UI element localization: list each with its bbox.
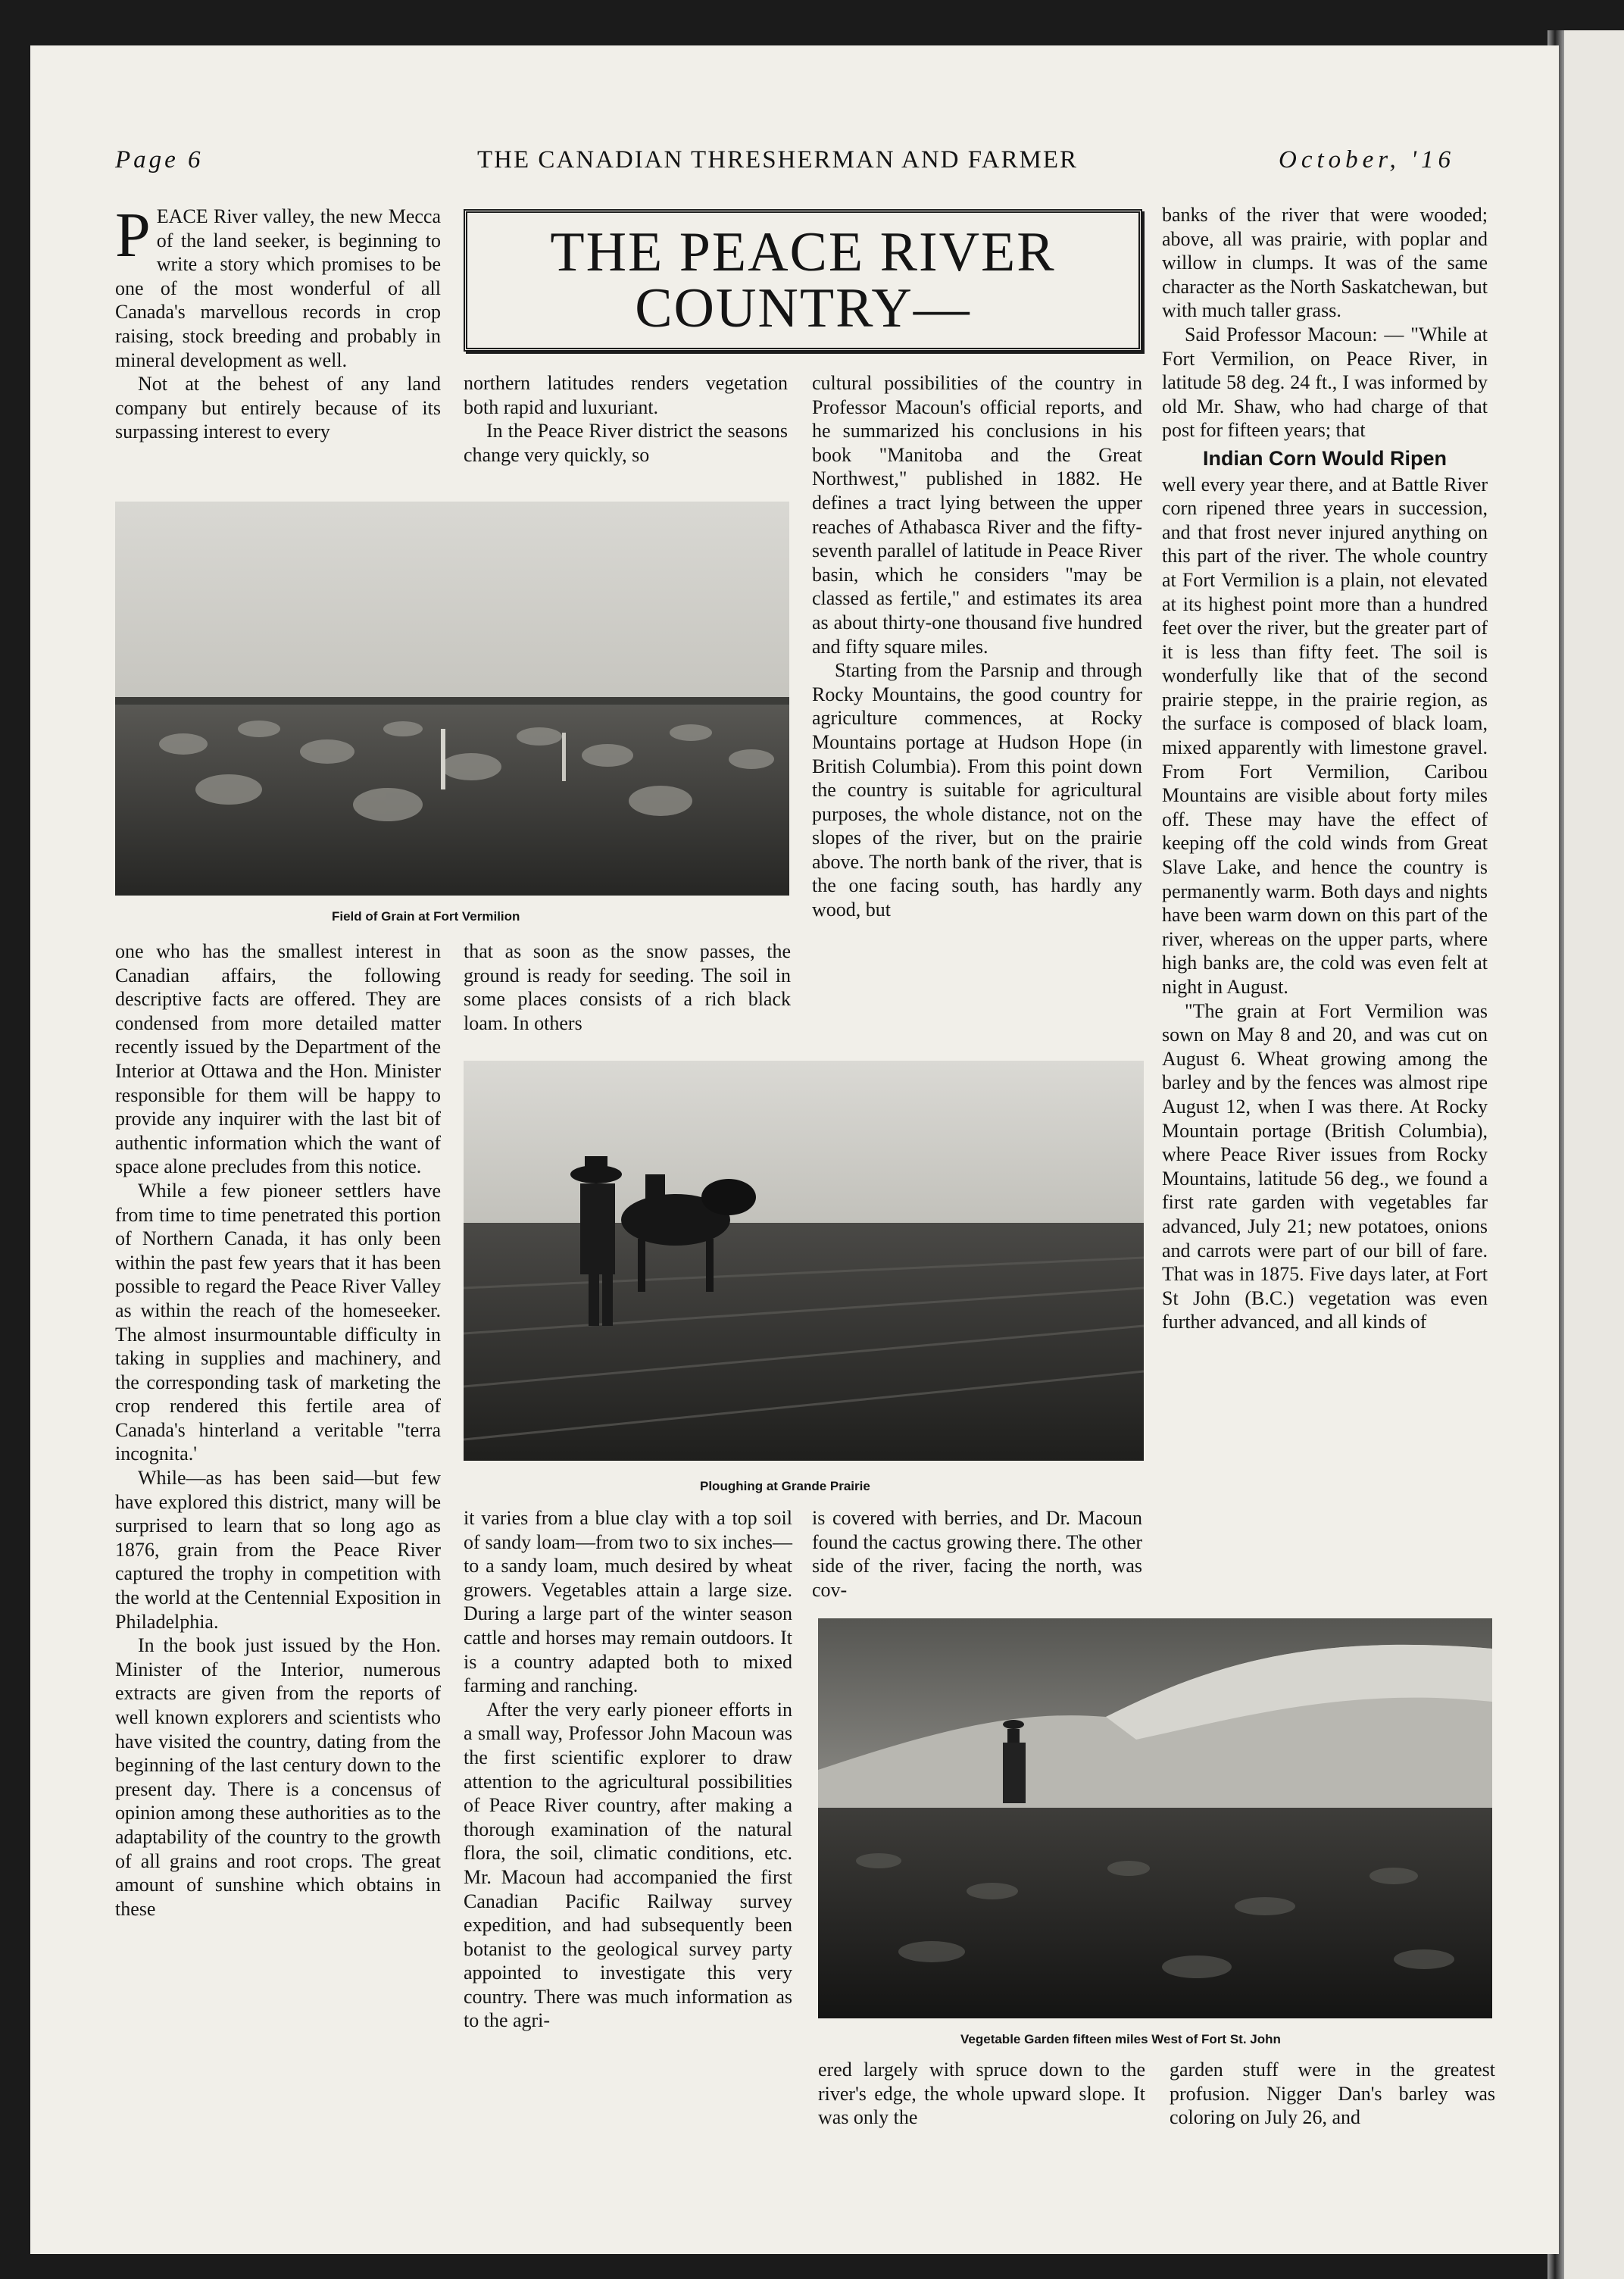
paragraph: garden stuff were in the greatest profusion. Nigger Dan's barley was coloring on July 26, and — [1170, 2059, 1495, 2129]
drop-cap: P — [115, 200, 151, 270]
paragraph: banks of the river that were wooded; above, all was prairie, with poplar and willow in clumps. It was of the same character as the North Saskatchewan, but with much taller grass. — [1162, 204, 1488, 322]
paragraph: it varies from a blue clay with a top soil of sandy loam—from two to six inches—to a sandy loam, much desired by wheat growers. Vegetables attain a large size. During a large part of the winter season cattle and horses may remain outdoors. It is a country adapted both to mixed farming and ranching. — [464, 1507, 792, 1697]
paragraph: Starting from the Parsnip and through Rocky Mountains, the good country for agriculture commences, at Rocky Mountains portage at Hudson Hope (in British Columbia). From this point down the country is suitable for agricultural purposes, the whole distance, not on the slopes of the river, but on the prairie above. The north bank of the river, that is the one facing south, has hardly any wood, but — [812, 659, 1142, 921]
paragraph: In the book just issued by the Hon. Minister of the Interior, numerous extracts are given from the reports of well known explorers and scientists who have visited the country, dating from the beginning of the last century down to the present day. There is a concensus of opinion among these authorities as to the adaptability of the country to the growth of all grains and root crops. The great amount of sunshine which obtains in these — [115, 1634, 441, 1920]
column-1-top — [115, 200, 441, 444]
photo-vegetable-garden — [818, 1618, 1492, 2018]
column-1-bottom — [115, 939, 441, 1921]
paragraph: While a few pioneer settlers have from time to time penetrated this portion of Northern Canada, it has only been within the past few years that it has been possible to regard the Peace River Valley as within the reach of the homeseeker. The almost insurmountable difficulty in taking in supplies and machinery, and the corresponding task of marketing the crop rendered this fertile area of Canada's hinterland a veritable "terra incognita.' — [115, 1179, 441, 1465]
column-2-top — [464, 371, 788, 467]
column-4-bottom — [1170, 2058, 1495, 2130]
issue-date: October, '16 — [1279, 146, 1456, 174]
column-3-bottom — [818, 2058, 1145, 2130]
paragraph: Said Professor Macoun: — "While at Fort Vermilion, on Peace River, in latitude 58 deg. 24 ft., I was informed by old Mr. Shaw, who had charge of that post for fifteen years; that — [1162, 323, 1488, 442]
paragraph: is covered with berries, and Dr. Macoun found the cactus growing there. The other side of the river, facing the north, was cov- — [812, 1507, 1142, 1601]
paragraph: In the Peace River district the seasons change very quickly, so — [464, 420, 788, 466]
article-title — [550, 221, 1056, 339]
paragraph: well every year there, and at Battle River corn ripened three years in succession, and that frost never injured anything on this part of the river. The whole country at Fort Vermilion is a plain, not elevated at its highest point more than a hundred feet over the river, but the greater part of it is less than fifty feet. The soil is wonderfully like that of the second prairie steppe, in the prairie region, as the surface is composed of black loam, mixed apparently with limestone gravel. From Fort Vermilion, Caribou Mountains are visible about forty miles off. These may have the effect of keeping off the cold winds from Great Slave Lake, and hence the country is permanently warm. Both days and nights have been warm down on this part of the river, whereas on the upper parts, where high banks are, the cold was even felt at night in August. — [1162, 473, 1488, 998]
vegetable-garden-image — [818, 1618, 1492, 2018]
subheading: Indian Corn Would Ripen — [1203, 446, 1447, 470]
title-line-2: COUNTRY— — [635, 277, 971, 339]
next-page-edge — [1559, 30, 1624, 2279]
photo-field-of-grain — [115, 502, 789, 896]
opening-text: EACE River valley, the new Mecca of the land seeker, is beginning to write a story which promises to be one of the most wonderful of all Canada's marvellous records in crop raising, stock breeding and probably in mineral development as well. — [115, 205, 441, 371]
paragraph: northern latitudes renders vegetation both rapid and luxuriant. — [464, 372, 788, 418]
grain-field-image — [115, 502, 789, 896]
caption-ploughing: Ploughing at Grande Prairie — [700, 1479, 870, 1493]
column-3-top — [812, 371, 1142, 922]
page-number: Page 6 — [115, 146, 204, 174]
ploughing-image — [464, 1061, 1144, 1461]
photo-ploughing — [464, 1061, 1144, 1461]
article-title-box — [464, 209, 1142, 352]
paragraph: After the very early pioneer efforts in a small way, Professor John Macoun was the first scientific explorer to draw attention to the agricultural possibilities of Peace River country, after making a thorough examination of the natural flora, the soil, climatic conditions, etc. Mr. Macoun had accompanied the first Canadian Pacific Railway survey expedition, and had subsequently been botanist to the geological survey party appointed to investigate this very country. There was much information as to the agri- — [464, 1698, 792, 2032]
paragraph: Not at the behest of any land company but entirely because of its surpassing interest to every — [115, 373, 441, 443]
column-3-middle — [812, 1506, 1142, 1602]
column-2-middle — [464, 939, 791, 1035]
publication-title: THE CANADIAN THRESHERMAN AND FARMER — [477, 146, 1078, 174]
title-line-1: THE PEACE RIVER — [550, 221, 1056, 283]
caption-vegetable-garden: Vegetable Garden fifteen miles West of Fort St. John — [960, 2032, 1281, 2046]
paragraph: "The grain at Fort Vermilion was sown on May 8 and 20, and was cut on August 6. Wheat growing among the barley and by the fences was almost ripe August 12, when I was there. At Rocky Mountain portage (British Columbia), where Peace River issues from Rocky Mountains, latitude 56 deg., we found a first rate garden with vegetables far advanced, July 21; new potatoes, onions and carrots were part of our bill of fare. That was in 1875. Five days later, at Fort St John (B.C.) vegetation was even further advanced, and all kinds of — [1162, 999, 1488, 1333]
paragraph: ered largely with spruce down to the river's edge, the whole upward slope. It was only the — [818, 2059, 1145, 2129]
paragraph: that as soon as the snow passes, the ground is ready for seeding. The soil in some places consists of a rich black loam. In others — [464, 940, 791, 1034]
paragraph: one who has the smallest interest in Canadian affairs, the following descriptive facts are offered. They are condensed from more detailed matter recently issued by the Department of the Interior at Ottawa and the Hon. Minister responsible for them will be happy to provide any inquirer with the last bit of authentic information which the want of space alone precludes from this notice. — [115, 940, 441, 1178]
caption-field-of-grain: Field of Grain at Fort Vermilion — [332, 909, 520, 924]
paragraph-opening — [115, 200, 441, 372]
column-2-bottom — [464, 1506, 792, 2033]
paragraph: While—as has been said—but few have explored this district, many will be surprised to learn that so long ago as 1876, grain from the Peace River captured the trophy in competition with the world at the Centennial Exposition in Philadelphia. — [115, 1467, 441, 1633]
column-4 — [1162, 203, 1488, 1334]
paragraph: cultural possibilities of the country in Professor Macoun's official reports, and he summarized his conclusions in his book "Manitoba and the Great Northwest," published in 1882. He defines a tract lying between the upper reaches of Athabasca River and the fifty-seventh parallel of latitude in Peace River basin, which he considers "may be classed as fertile," and estimates its area as about thirty-one thousand five hundred and fifty square miles. — [812, 372, 1142, 658]
